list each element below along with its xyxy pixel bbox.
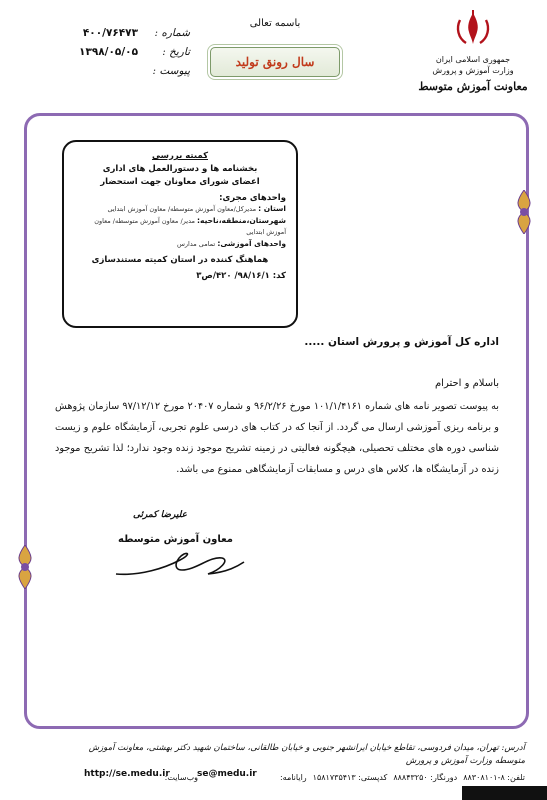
footer-website[interactable]: http://se.medu.ir: [84, 769, 170, 779]
number-label: شماره :: [154, 27, 190, 39]
stamp-city: [74, 215, 286, 238]
footer-fax: دورنگار: ۸۸۸۴۳۲۵۰: [393, 773, 458, 782]
province-value: مدیرکل/معاون آموزش متوسطه/ معاون آموزش ابتدایی: [107, 205, 257, 213]
screen-edge-bar: [462, 786, 547, 800]
number-row: [30, 24, 190, 43]
letter-meta: [30, 24, 190, 81]
office-name: معاونت آموزش متوسط: [418, 80, 528, 93]
stamp-province: [74, 203, 286, 215]
date-value: ۱۳۹۸/۰۵/۰۵: [79, 46, 138, 58]
edu-units-value: تمامی مدارس: [176, 240, 216, 248]
footer-address: آدرس: تهران، میدان فردوسی، تقاطع خیابان ایرانشهر جنوبی و خیابان طالقانی، ساختمان شهید دکتر بهشتی، معاونت آموزش متوسطه وزارت آموزش و پرورش: [88, 743, 525, 766]
date-row: [30, 43, 190, 62]
footer-phone: تلفن: ۸-۸۸۳۰۸۱۰۱: [463, 773, 525, 782]
footer-email[interactable]: se@medu.ir: [197, 769, 257, 779]
letter-body: به پیوست تصویر نامه های شماره ۱۰۱/۱/۴۱۶۱ مورخ ۹۶/۲/۲۶ و شماره ۲۰۴۰۷ مورخ ۹۷/۱۲/۱۲ سازمان پژوهش و برنامه ریزی آموزشی ارسال می گردد. از آنجا که در کتاب های درسی علوم تجربی، آزمایشگاه علوم و زیست شناسی دوره های مختلف تحصیلی، هیچگونه فعالیتی در زمینه تشریح موجود زنده وجود ندارد؛ لذا تشریح موجود زنده در آزمایشگاه ها، کلاس های درس و مسابقات آزمایشگاهی ممنوع می باشد.: [55, 401, 499, 475]
stamp-title: کمیته بررسی: [151, 151, 209, 161]
attachment-row: [30, 62, 190, 81]
ornament-icon: [14, 545, 36, 589]
stamp-edu-units: [74, 238, 286, 250]
edu-units-label: واحدهای آموزشی:: [217, 239, 286, 248]
stamp-coordinator: هماهنگ کننده در استان کمیته مستندسازی: [91, 255, 269, 265]
stamp-units-label: واحدهای مجری:: [219, 193, 286, 203]
ministry-line1: جمهوری اسلامی ایران: [435, 55, 511, 64]
province-label: استان :: [258, 204, 286, 213]
stamp-code: کد: ۹۸/۱۶/۱/ ۴۲۰/ص۳: [196, 271, 286, 281]
motto-badge: سال رونق تولید: [210, 47, 340, 77]
stamp-subtitle: بخشنامه ها و دستورالعمل های اداری: [102, 164, 258, 174]
ornament-icon: [513, 190, 535, 234]
footer-web-label: وب‌سایت:: [164, 773, 198, 782]
review-committee-stamp: [62, 140, 298, 328]
addressee: اداره کل آموزش و پرورش استان .....: [304, 336, 499, 348]
attachment-label: پیوست :: [152, 65, 190, 77]
signer-name: علیرضا کمرئی: [133, 510, 188, 520]
header-center: [195, 18, 355, 77]
number-value: ۴۰۰/۷۶۴۷۳: [82, 27, 138, 39]
ministry-header: [413, 10, 533, 93]
ministry-line2: وزارت آموزش و پرورش: [432, 66, 514, 75]
signer-title: معاون آموزش متوسطه: [118, 534, 233, 545]
footer-postal: کدپستی: ۱۵۸۱۷۳۵۴۱۳: [312, 773, 388, 782]
iran-emblem-icon: [450, 10, 496, 48]
stamp-line3: اعضای شورای معاونان جهت استحضار: [100, 177, 260, 187]
signature-icon: [110, 548, 250, 580]
greeting: باسلام و احترام: [434, 378, 499, 389]
date-label: تاریخ :: [162, 46, 190, 58]
bismillah: باسمه تعالی: [249, 18, 301, 29]
city-label: شهرستان،منطقه،ناحیه:: [197, 216, 286, 225]
footer-email-label: رایانامه:: [279, 773, 307, 782]
city-value: مدیر/ معاون آموزش متوسطه/ معاون آموزش ابتدایی: [94, 217, 286, 236]
